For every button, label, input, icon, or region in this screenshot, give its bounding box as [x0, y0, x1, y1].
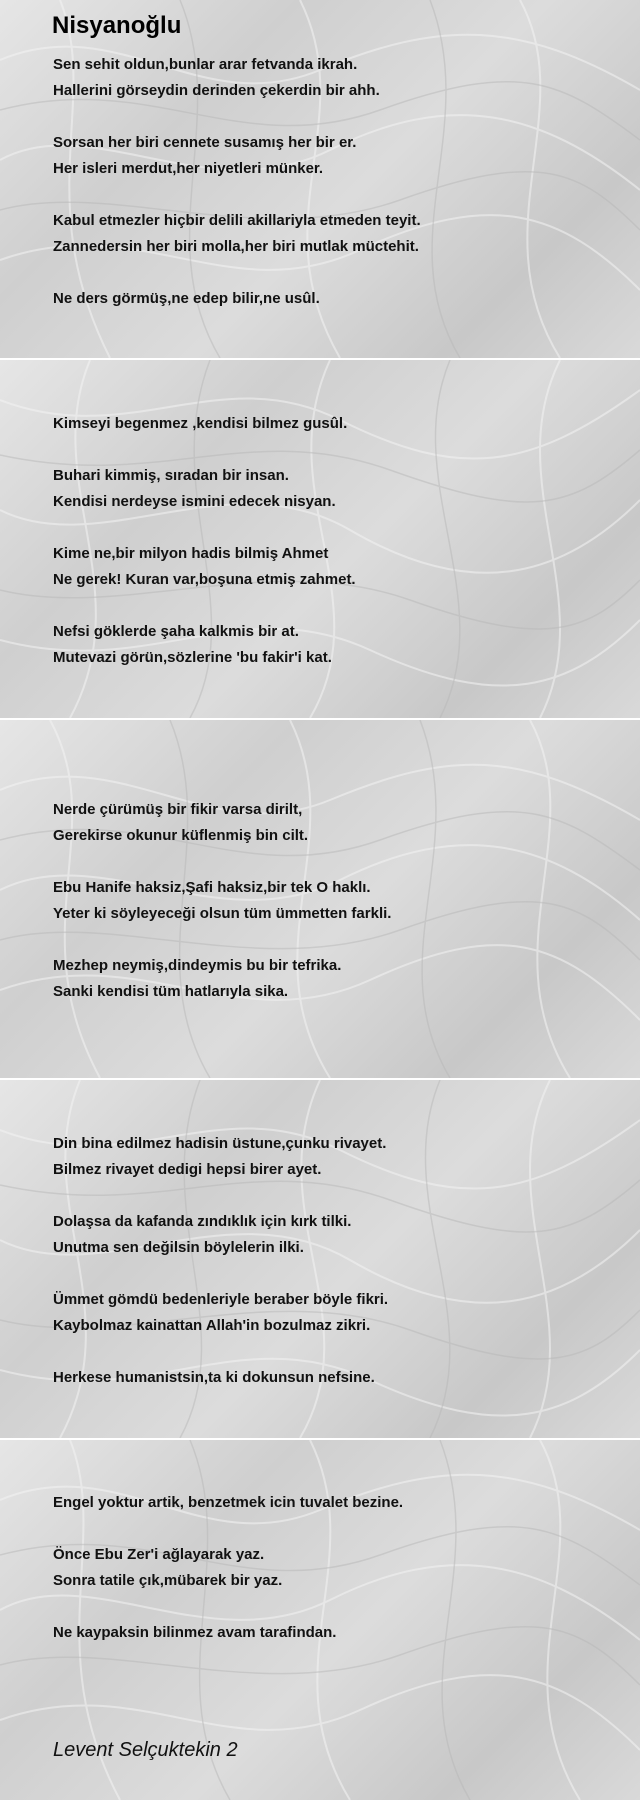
poem-title: Nisyanoğlu — [52, 12, 182, 39]
poem-line: Sorsan her biri cennete susamış her bir er. — [53, 134, 357, 151]
poem-author: Levent Selçuktekin 2 — [53, 1739, 238, 1761]
poem-line: Hallerini görseydin derinden çekerdin bir ahh. — [53, 82, 380, 99]
poem-line: Her isleri merdut,her niyetleri münker. — [53, 160, 324, 177]
poem-line: Önce Ebu Zer'i ağlayarak yaz. — [53, 1546, 265, 1563]
poem-line: Engel yoktur artik, benzetmek icin tuvalet bezine. — [53, 1494, 404, 1511]
poem-line: Sanki kendisi tüm hatlarıyla sika. — [53, 983, 289, 1000]
poem-line: Herkese humanistsin,ta ki dokunsun nefsine. — [53, 1369, 375, 1386]
background-panel-3 — [0, 720, 640, 1078]
poem-line: Kabul etmezler hiçbir delili akillariyla etmeden teyit. — [53, 212, 421, 229]
poem-line: Nefsi göklerde şaha kalkmis bir at. — [53, 623, 299, 640]
poem-line: Ebu Hanife haksiz,Şafi haksiz,bir tek O haklı. — [53, 879, 371, 896]
poem-line: Mutevazi görün,sözlerine 'bu fakir'i kat. — [53, 649, 332, 666]
poem-line: Ne gerek! Kuran var,boşuna etmiş zahmet. — [53, 571, 356, 588]
poem-line: Kime ne,bir milyon hadis bilmiş Ahmet — [53, 545, 329, 562]
poem-line: Mezhep neymiş,dindeymis bu bir tefrika. — [53, 957, 342, 974]
poem-line: Kaybolmaz kainattan Allah'in bozulmaz zikri. — [53, 1317, 371, 1334]
poem-line: Sen sehit oldun,bunlar arar fetvanda ikrah. — [53, 56, 358, 73]
poem-line: Yeter ki söyleyeceği olsun tüm ümmetten farkli. — [53, 905, 392, 922]
poem-line: Din bina edilmez hadisin üstune,çunku rivayet. — [53, 1135, 387, 1152]
poem-line: Bilmez rivayet dedigi hepsi birer ayet. — [53, 1161, 322, 1178]
poem-line: Ne kaypaksin bilinmez avam tarafindan. — [53, 1624, 337, 1641]
texture-pattern — [0, 720, 640, 1078]
poem-line: Kimseyi begenmez ,kendisi bilmez gusûl. — [53, 415, 348, 432]
poem-line: Ümmet gömdü bedenleriyle beraber böyle fikri. — [53, 1291, 389, 1308]
poem-line: Unutma sen değilsin böylelerin ilki. — [53, 1239, 304, 1256]
poem-line: Buhari kimmiş, sıradan bir insan. — [53, 467, 289, 484]
poem-line: Zannedersin her biri molla,her biri mutlak müctehit. — [53, 238, 419, 255]
poem-line: Sonra tatile çık,mübarek bir yaz. — [53, 1572, 283, 1589]
poem-line: Dolaşsa da kafanda zındıklık için kırk tilki. — [53, 1213, 352, 1230]
poem-line: Ne ders görmüş,ne edep bilir,ne usûl. — [53, 290, 320, 307]
poem-line: Kendisi nerdeyse ismini edecek nisyan. — [53, 493, 336, 510]
poem-line: Nerde çürümüş bir fikir varsa dirilt, — [53, 801, 303, 818]
poem-line: Gerekirse okunur küflenmiş bin cilt. — [53, 827, 309, 844]
